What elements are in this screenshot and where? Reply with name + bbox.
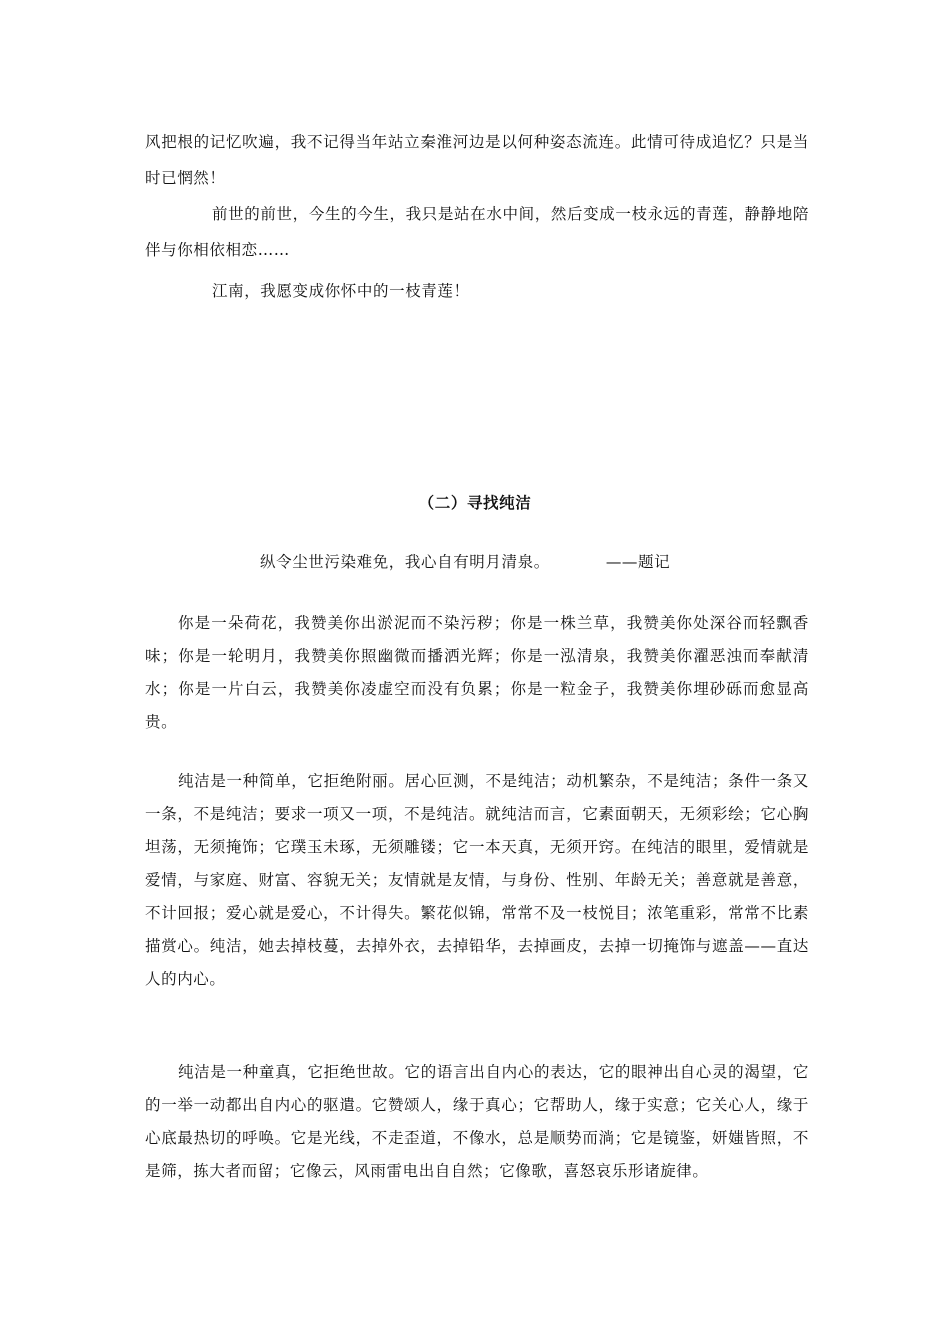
epigraph-source: ——题记 xyxy=(605,553,671,571)
section-title: （二）寻找纯洁 xyxy=(418,493,532,512)
continuation-paragraph-2: 前世的前世，今生的今生，我只是站在水中间，然后变成一枝永远的青莲，静静地陪伴与你相依相恋…… xyxy=(145,205,809,259)
body-paragraph-3: 纯洁是一种童真，它拒绝世故。它的语言出自内心的表达，它的眼神出自心灵的渴望，它的一举一动都出自内心的驱遣。它赞颂人，缘于真心；它帮助人，缘于实意；它关心人，缘于心底最热切的呼唤。它是光线，不走歪道，不像水，总是顺势而淌；它是镜鉴，妍媸皆照，不是筛，拣大者而留；它像云，风雨雷电出自自然；它像歌，喜怒哀乐形诸旋律。 xyxy=(145,1063,809,1180)
continuation-paragraph-1: 风把根的记忆吹遍，我不记得当年站立秦淮河边是以何种姿态流连。此情可待成追忆？只是当时已惘然！ xyxy=(145,133,809,187)
epigraph xyxy=(260,550,670,572)
epigraph-text: 纵令尘世污染难免，我心自有明月清泉。 xyxy=(260,553,550,571)
body-paragraph-1: 你是一朵荷花，我赞美你出淤泥而不染污秽；你是一株兰草，我赞美你处深谷而轻飘香味；你是一轮明月，我赞美你照幽微而播洒光辉；你是一泓清泉，我赞美你濯恶浊而奉献清水；你是一片白云，我赞美你凌虚空而没有负累；你是一粒金子，我赞美你埋砂砾而愈显高贵。 xyxy=(145,614,809,731)
continuation-paragraph-3: 江南，我愿变成你怀中的一枝青莲！ xyxy=(212,282,470,300)
body-paragraph-2: 纯洁是一种简单，它拒绝附丽。居心叵测，不是纯洁；动机繁杂，不是纯洁；条件一条又一条，不是纯洁；要求一项又一项，不是纯洁。就纯洁而言，它素面朝天，无须彩绘；它心胸坦荡，无须掩饰；它璞玉未琢，无须雕镂；它一本天真，无须开窍。在纯洁的眼里，爱情就是爱情，与家庭、财富、容貌无关；友情就是友情，与身份、性别、年龄无关；善意就是善意，不计回报；爱心就是爱心，不计得失。繁花似锦，常常不及一枝悦目；浓笔重彩，常常不比素描赏心。纯洁，她去掉枝蔓，去掉外衣，去掉铅华，去掉画皮，去掉一切掩饰与遮盖——直达人的内心。 xyxy=(145,772,809,988)
